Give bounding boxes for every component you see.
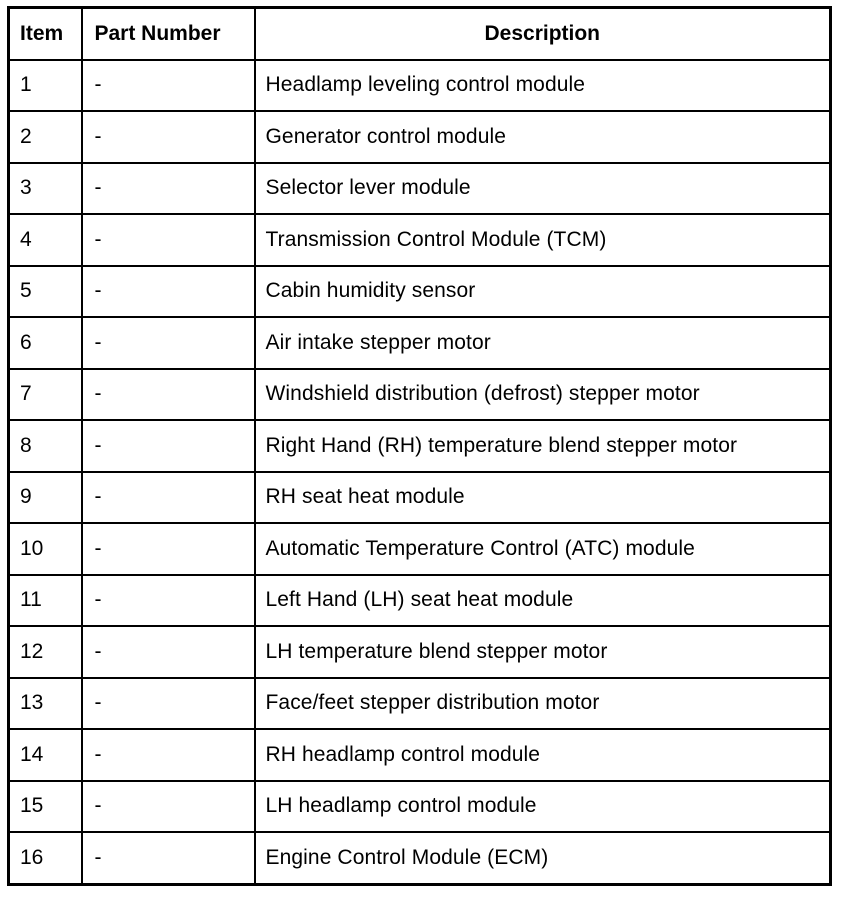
table-header-row: [9, 8, 831, 60]
cell-part-number: -: [82, 60, 255, 112]
cell-item: 6: [9, 317, 82, 369]
parts-table: [7, 6, 832, 886]
cell-description: Left Hand (LH) seat heat module: [255, 575, 831, 627]
table-row: [9, 575, 831, 627]
cell-item: 10: [9, 523, 82, 575]
table-row: [9, 266, 831, 318]
cell-item: 2: [9, 111, 82, 163]
cell-description: Headlamp leveling control module: [255, 60, 831, 112]
header-item: Item: [9, 8, 82, 60]
cell-description: Selector lever module: [255, 163, 831, 215]
cell-description: Cabin humidity sensor: [255, 266, 831, 318]
table-body: [9, 60, 831, 885]
table-row: [9, 111, 831, 163]
cell-description: Right Hand (RH) temperature blend stepper motor: [255, 420, 831, 472]
cell-item: 4: [9, 214, 82, 266]
cell-item: 13: [9, 678, 82, 730]
table-row: [9, 523, 831, 575]
cell-item: 8: [9, 420, 82, 472]
cell-part-number: -: [82, 472, 255, 524]
table-row: [9, 472, 831, 524]
cell-part-number: -: [82, 317, 255, 369]
cell-item: 1: [9, 60, 82, 112]
table-row: [9, 60, 831, 112]
cell-item: 7: [9, 369, 82, 421]
header-description: Description: [255, 8, 831, 60]
cell-part-number: -: [82, 163, 255, 215]
cell-item: 9: [9, 472, 82, 524]
cell-item: 14: [9, 729, 82, 781]
cell-description: Automatic Temperature Control (ATC) module: [255, 523, 831, 575]
cell-description: Face/feet stepper distribution motor: [255, 678, 831, 730]
cell-part-number: -: [82, 575, 255, 627]
table-row: [9, 626, 831, 678]
cell-item: 15: [9, 781, 82, 833]
cell-part-number: -: [82, 266, 255, 318]
cell-part-number: -: [82, 832, 255, 884]
cell-description: RH headlamp control module: [255, 729, 831, 781]
table-row: [9, 832, 831, 884]
table-row: [9, 781, 831, 833]
table-row: [9, 317, 831, 369]
cell-item: 3: [9, 163, 82, 215]
cell-description: LH headlamp control module: [255, 781, 831, 833]
cell-description: Transmission Control Module (TCM): [255, 214, 831, 266]
cell-part-number: -: [82, 420, 255, 472]
table-row: [9, 420, 831, 472]
cell-description: Engine Control Module (ECM): [255, 832, 831, 884]
cell-part-number: -: [82, 523, 255, 575]
table-row: [9, 729, 831, 781]
cell-description: RH seat heat module: [255, 472, 831, 524]
header-part-number: Part Number: [82, 8, 255, 60]
cell-part-number: -: [82, 111, 255, 163]
cell-item: 12: [9, 626, 82, 678]
table-row: [9, 214, 831, 266]
table-row: [9, 678, 831, 730]
parts-table-container: [7, 6, 832, 886]
cell-part-number: -: [82, 729, 255, 781]
cell-part-number: -: [82, 678, 255, 730]
table-row: [9, 369, 831, 421]
cell-part-number: -: [82, 781, 255, 833]
cell-part-number: -: [82, 626, 255, 678]
cell-item: 11: [9, 575, 82, 627]
table-row: [9, 163, 831, 215]
cell-description: Air intake stepper motor: [255, 317, 831, 369]
cell-item: 16: [9, 832, 82, 884]
cell-item: 5: [9, 266, 82, 318]
cell-description: Windshield distribution (defrost) stepper motor: [255, 369, 831, 421]
cell-part-number: -: [82, 214, 255, 266]
cell-description: Generator control module: [255, 111, 831, 163]
cell-description: LH temperature blend stepper motor: [255, 626, 831, 678]
cell-part-number: -: [82, 369, 255, 421]
